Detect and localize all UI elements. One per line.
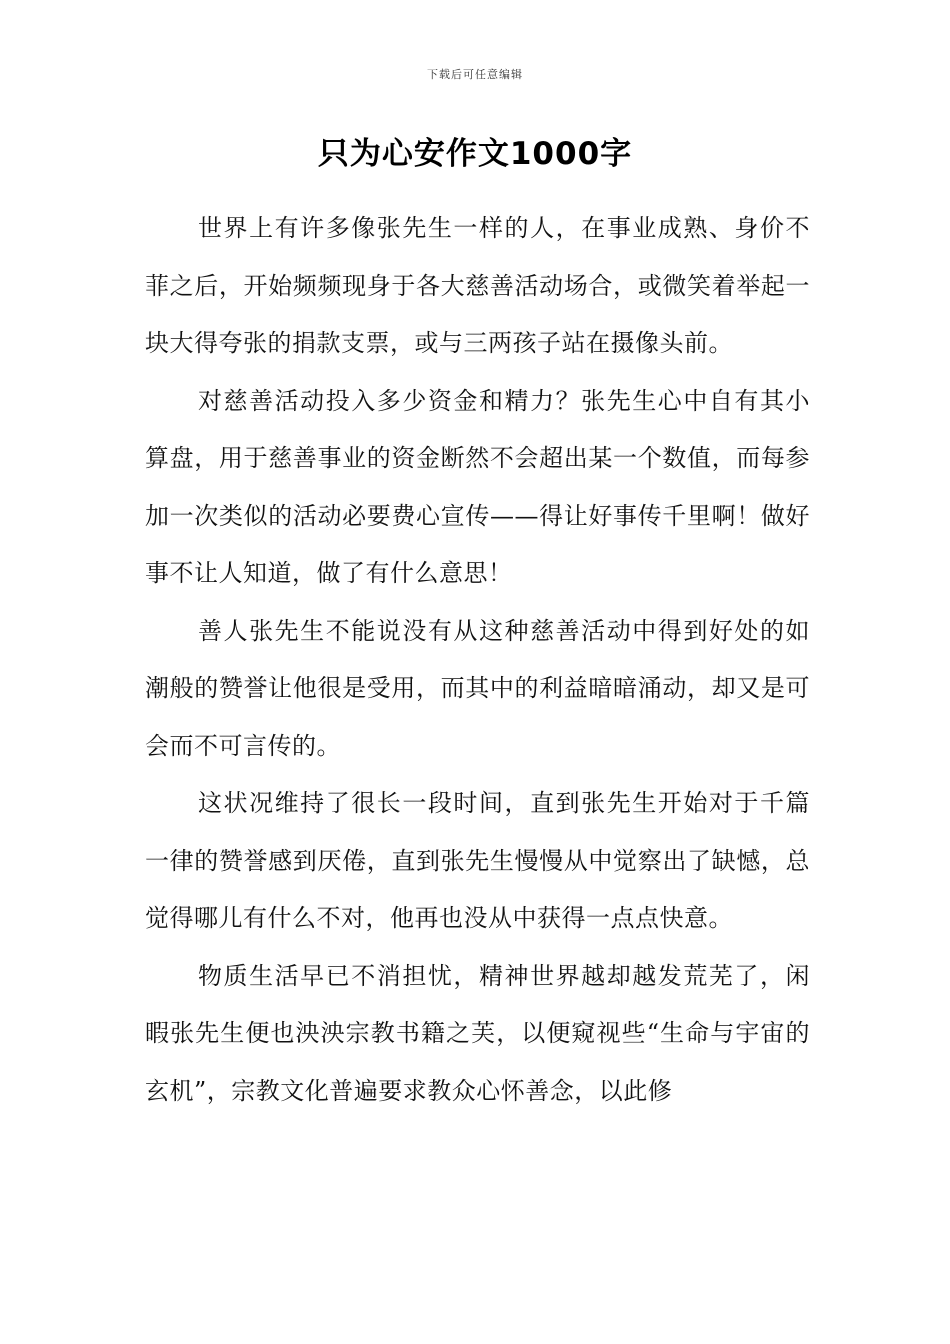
header-note: 下载后可任意编辑 [427,68,523,81]
document-body [145,200,810,1120]
paragraph-2: 对慈善活动投入多少资金和精力？张先生心中自有其小算盘，用于慈善事业的资金断然不会超出某一个数值，而每参加一次类似的活动必要费心宣传——得让好事传千里啊！做好事不让人知道，做了有什么意思！ [145,386,810,587]
paragraph-3: 善人张先生不能说没有从这种慈善活动中得到好处的如潮般的赞誉让他很是受用，而其中的利益暗暗涌动，却又是可会而不可言传的。 [145,616,810,760]
paragraph-1: 世界上有许多像张先生一样的人，在事业成熟、身价不菲之后，开始频频现身于各大慈善活动场合，或微笑着举起一块大得夸张的捐款支票，或与三两孩子站在摄像头前。 [145,214,810,357]
paragraph-5: 物质生活早已不消担忧，精神世界越却越发荒芜了，闲暇张先生便也泱泱宗教书籍之芙，以便窥视些“生命与宇宙的玄机”，宗教文化普遍要求教众心怀善念，以此修 [145,961,810,1105]
paragraph-4: 这状况维持了很长一段时间，直到张先生开始对于千篇一律的赞誉感到厌倦，直到张先生慢慢从中觉察出了缺憾，总觉得哪儿有什么不对，他再也没从中获得一点点快意。 [145,789,810,932]
document-title: 只为心安作文1000字 [317,136,633,172]
